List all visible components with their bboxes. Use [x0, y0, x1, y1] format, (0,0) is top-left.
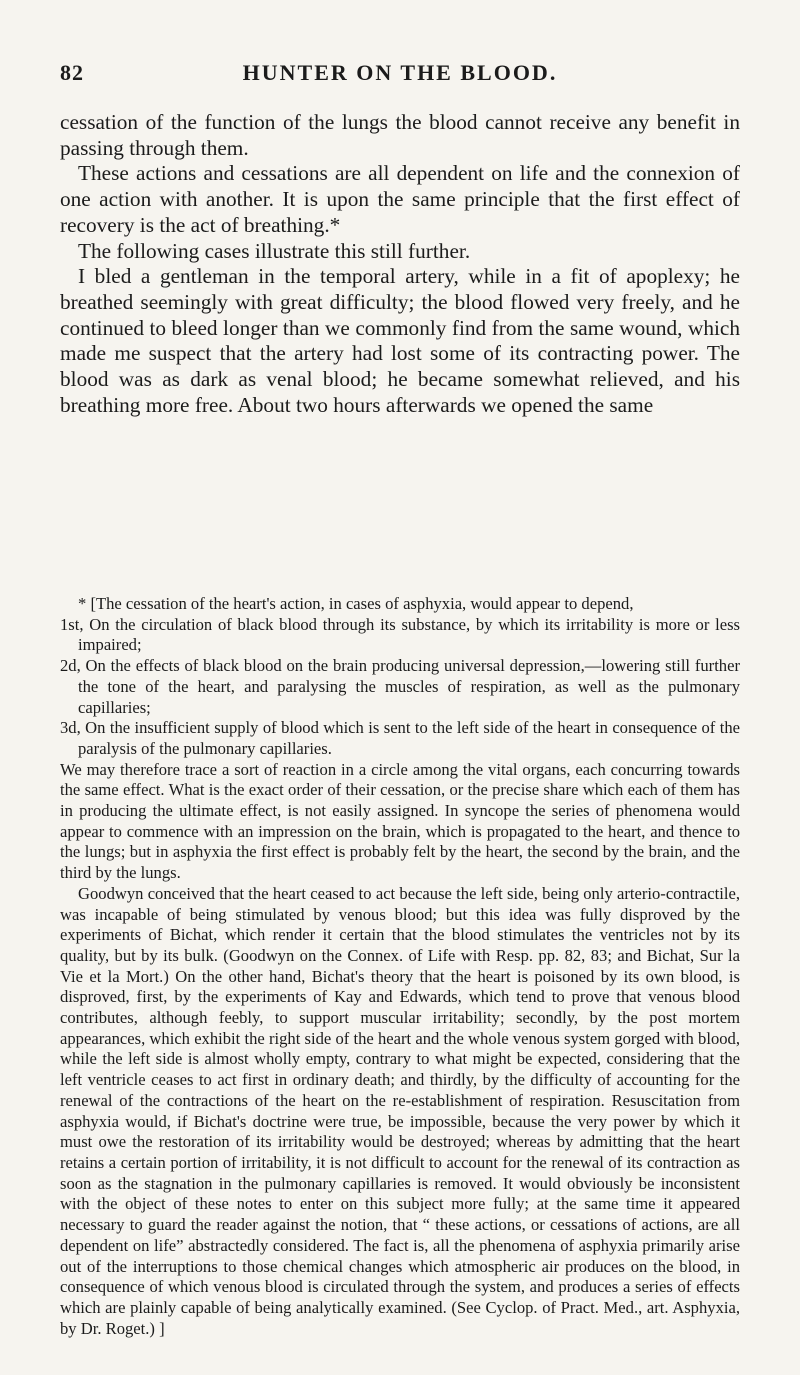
footnote-item-1: 1st, On the circulation of black blood through its substance, by which its irritability is more or less impaired; [60, 614, 740, 655]
footnote [60, 594, 740, 1339]
paragraph-continuation: cessation of the function of the lungs the blood cannot receive any benefit in passing through them. [60, 110, 740, 160]
page-number: 82 [60, 60, 84, 85]
footnote-item-2: 2d, On the effects of black blood on the brain producing universal depression,—lowering still further the tone of the heart, and paralysing the muscles of respiration, as well as the pulmonary capillaries; [60, 656, 740, 717]
running-title: HUNTER ON THE BLOOD. [242, 60, 558, 85]
paragraph-cases-intro: The following cases illustrate this still further. [78, 238, 471, 263]
paragraph-actions: These actions and cessations are all dependent on life and the connexion of one action with another. It is upon the same principle that the first effect of recovery is the act of breathing.* [60, 161, 740, 237]
main-text [60, 110, 740, 418]
paragraph-case: I bled a gentleman in the temporal artery, while in a fit of apoplexy; he breathed seemingly with great difficulty; the blood flowed very freely, and he continued to bleed longer than we commonly find from the same wound, which made me suspect that the artery had lost some of its contracting power. The blood was as dark as venal blood; he became somewhat relieved, and his breathing more free. About two hours afterwards we opened the same [60, 264, 740, 417]
footnote-paragraph-2: Goodwyn conceived that the heart ceased to act because the left side, being only arterio-contractile, was incapable of being stimulated by venous blood; but this idea was fully disproved by the experiments of Bichat, which render it certain that the blood stimulates the ventricles not by its quality, but by its bulk. (Goodwyn on the Connex. of Life with Resp. pp. 82, 83; and Bichat, Sur la Vie et la Mort.) On the other hand, Bichat's theory that the heart is poisoned by its own blood, is disproved, first, by the experiments of Kay and Edwards, which tend to prove that venous blood contributes, although feebly, to support muscular irritability; secondly, by the post mortem appearances, which exhibit the right side of the heart and the whole venous system gorged with blood, while the left side is almost wholly empty, contrary to what might be expected, considering that the left ventricle ceases to act first in ordinary death; and thirdly, by the difficulty of accounting for the renewal of the contractions of the heart on the re-establishment of respiration. Resuscitation from asphyxia would, if Bichat's doctrine were true, be impossible, because the very power by which it must owe the restoration of its irritability would be destroyed; whereas by admitting that the heart retains a certain portion of irritability, it is not difficult to account for the renewal of its contraction as soon as the stagnation in the pulmonary capillaries is removed. It would obviously be inconsistent with the object of these notes to enter on this subject more fully; at the same time it appeared necessary to guard the reader against the notion, that “ these actions, or cessations of actions, are all dependent on life” abstractedly considered. The fact is, all the phenomena of asphyxia primarily arise out of the interruptions to those chemical changes which atmospheric air produces on the blood, in consequence of which venous blood is circulated through the system, and produces a series of effects which are plainly capable of being analytically examined. (See Cyclop. of Pract. Med., art. Asphyxia, by Dr. Roget.) ] [60, 883, 740, 1338]
footnote-paragraph-1: We may therefore trace a sort of reaction in a circle among the vital organs, each concurring towards the same effect. What is the exact order of their cessation, or the precise share which each of them has in producing the ultimate effect, is not easily assigned. In syncope the series of phenomena would appear to commence with an impression on the brain, which is propagated to the heart, and thence to the lungs; but in asphyxia the first effect is probably felt by the heart, the second by the brain, and the third by the lungs. [60, 759, 740, 883]
footnote-intro: * [The cessation of the heart's action, in cases of asphyxia, would appear to depend, [78, 594, 634, 613]
page-header [0, 60, 800, 90]
footnote-item-3: 3d, On the insufficient supply of blood which is sent to the left side of the heart in consequence of the paralysis of the pulmonary capillaries. [60, 718, 740, 758]
